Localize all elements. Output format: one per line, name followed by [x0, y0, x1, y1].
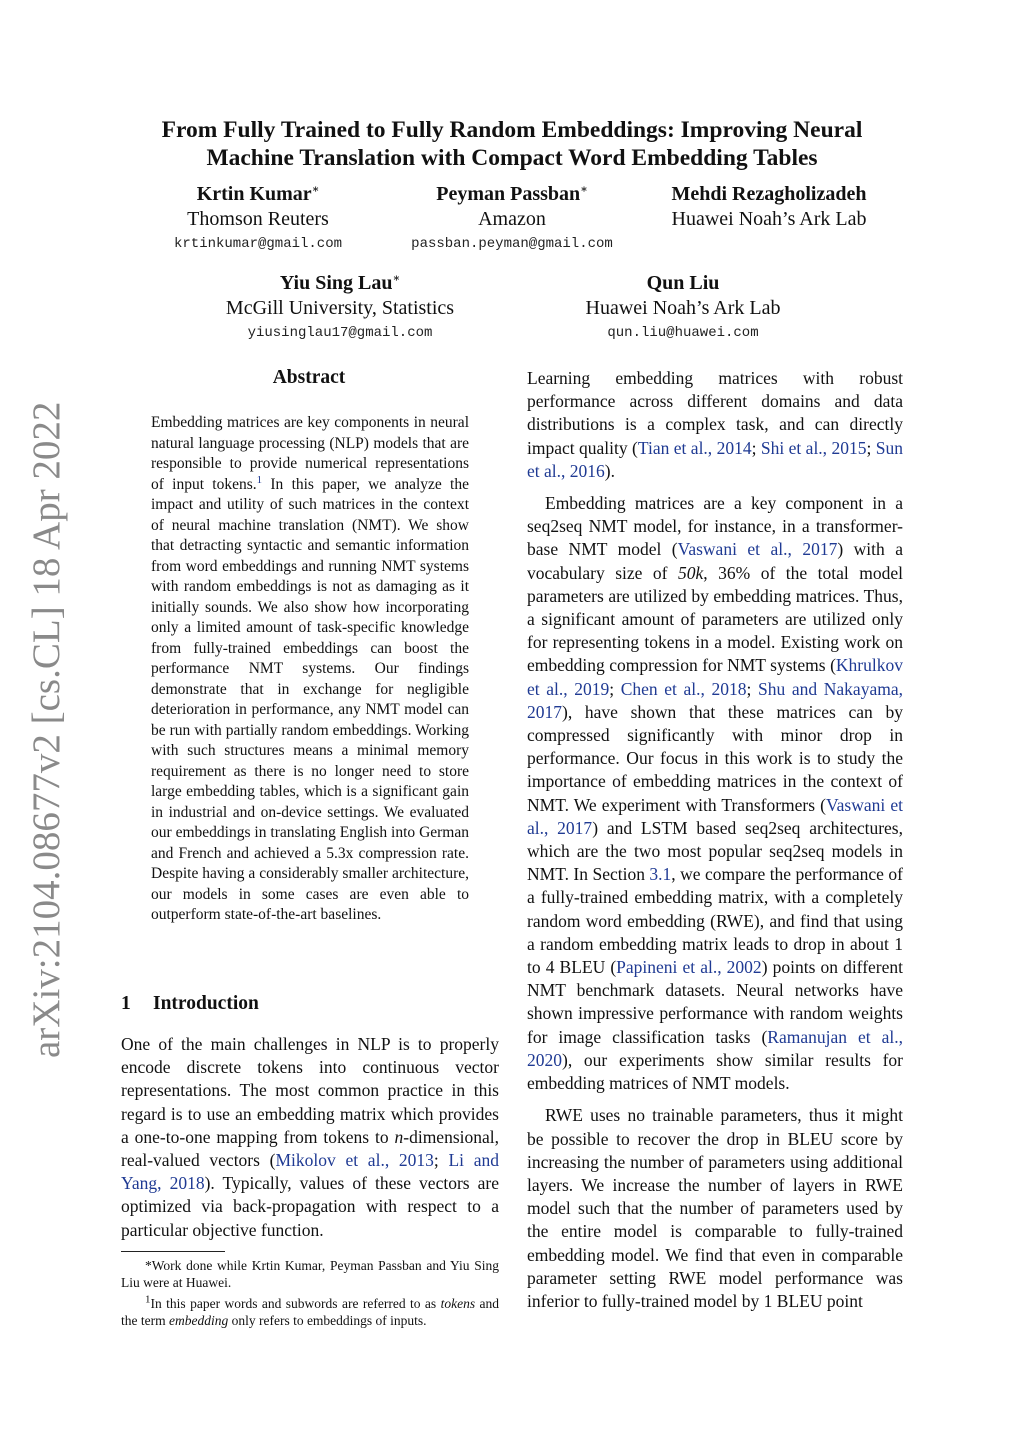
footnote-divider	[121, 1251, 225, 1252]
author-email[interactable]: passban.peyman@gmail.com	[411, 236, 613, 252]
author-block	[362, 182, 662, 256]
author-email[interactable]: yiusinglau17@gmail.com	[247, 325, 433, 341]
arxiv-identifier: arXiv:2104.08677v2 [cs.CL] 18 Apr 2022	[25, 401, 68, 1058]
section-heading-introduction: 1 Introduction	[121, 993, 259, 1014]
author-name: Mehdi Rezagholizadeh	[671, 183, 867, 205]
author-name: Qun Liu	[646, 272, 720, 294]
citation-link[interactable]: Shu and Nakayama, 2017	[527, 678, 903, 722]
right-column	[527, 367, 903, 1322]
citation-link[interactable]: Chen et al., 2018	[620, 678, 747, 699]
author-affiliation: Thomson Reuters	[187, 208, 329, 230]
citation-link[interactable]: Papineni et al., 2002	[616, 957, 762, 978]
author-email[interactable]: qun.liu@huawei.com	[607, 325, 759, 341]
footnotes	[121, 1257, 499, 1329]
citation-link[interactable]: Khrulkov et al., 2019	[527, 655, 903, 699]
author-block	[619, 182, 919, 232]
author-affiliation: McGill University, Statistics	[225, 297, 455, 319]
author-block	[190, 271, 490, 345]
author-name: Yiu Sing Lau∗	[279, 272, 401, 294]
citation-link[interactable]: Vaswani et al., 2017	[527, 794, 903, 838]
paper-title	[0, 116, 1024, 172]
footnote-marker[interactable]: 1	[256, 473, 263, 486]
author-name: Krtin Kumar∗	[196, 183, 320, 205]
author-affiliation: Amazon	[478, 208, 546, 230]
author-email[interactable]: krtinkumar@gmail.com	[173, 236, 343, 252]
title-line-1: From Fully Trained to Fully Random Embeddings: Improving Neural	[161, 117, 863, 143]
author-block	[533, 271, 833, 345]
footnote-2: $^1$In this paper words and subwords are referred to as tokens and the term embedding only refers to embeddings of inputs.	[121, 1293, 499, 1328]
author-name: Peyman Passban∗	[436, 183, 588, 205]
citation-link[interactable]: Ramanujan et al., 2020	[527, 1026, 903, 1070]
citation-link[interactable]: Mikolov et al., 2013	[275, 1150, 434, 1171]
paragraph: Learning embedding matrices with robust performance across different domains and data distributions is a complex task, and can directly impact quality (Tian et al., 2014; Shi et al., 2015; Sun et al., 2016).	[527, 368, 903, 481]
citation-link[interactable]: Li and Yang, 2018	[121, 1150, 500, 1194]
title-line-2: Machine Translation with Compact Word Embedding Tables	[206, 145, 818, 171]
citation-link[interactable]: Shi et al., 2015	[760, 437, 867, 458]
paragraph: Embedding matrices are a key component in a seq2seq NMT model, for instance, in a transformer-base NMT model (Vaswani et al., 2017) with a vocabulary size of 50k, 36% of the total model parameters are utilized by embedding matrices. Thus, a significant amount of parameters are utilized only for representing tokens in a model. Existing work on embedding compression for NMT systems (Khrulkov et al., 2019; Chen et al., 2018; Shu and Nakayama, 2017), have shown that these matrices can by compressed significantly with minor drop in performance. Our focus in this work is to study the importance of embedding matrices in the context of NMT. We experiment with Transformers (Vaswani et al., 2017) and LSTM based seq2seq architectures, which are the two most popular seq2seq models in NMT. In Section 3.1, we compare the performance of a fully-trained embedding matrix, with a completely random word embedding (RWE), and find that using a random embedding matrix leads to drop in about 1 to 4 BLEU (Papineni et al., 2002) points on different NMT benchmark datasets. Neural networks have shown impressive performance with random weights for image classification tasks (Ramanujan et al., 2020), our experiments show similar results for embedding matrices of NMT models.	[527, 493, 903, 1094]
abstract-body: Embedding matrices are key components in neural natural language processing (NLP) models that are responsible to provide numerical representations of input tokens.$^1$ In this paper, we analyze the impact and utility of such matrices in the context of neural machine translation (NMT). We show that detracting syntactic and semantic information from word embeddings and running NMT systems with random embeddings is not as damaging as it initially sounds. We also show how incorporating only a limited amount of task-specific knowledge from fully-trained embeddings can boost the performance NMT systems. Our findings demonstrate that in exchange for negligible deterioration in performance, any NMT model can be run with partially random embeddings. Working with such structures means a minimal memory requirement as there is no longer need to store large embedding tables, which is a significant gain in industrial and on-device settings. We evaluated our embeddings in translating English into German and French and achieved a 5.3x compression rate. Despite having a considerably smaller architecture, our models in some cases are even able to outperform state-of-the-art baselines.	[151, 414, 469, 923]
citation-link[interactable]: Tian et al., 2014	[637, 437, 752, 458]
abstract-heading: Abstract	[272, 367, 346, 388]
author-affiliation: Huawei Noah’s Ark Lab	[585, 297, 781, 319]
author-affiliation: Huawei Noah’s Ark Lab	[671, 208, 867, 230]
citation-link[interactable]: Vaswani et al., 2017	[677, 539, 838, 560]
footnote-1: *Work done while Krtin Kumar, Peyman Passban and Yiu Sing Liu were at Huawei.	[121, 1258, 499, 1290]
section-reference-link[interactable]: 3.1	[649, 864, 672, 885]
citation-link[interactable]: Sun et al., 2016	[527, 437, 903, 481]
introduction-paragraph: One of the main challenges in NLP is to properly encode discrete tokens into continuous vector representations. The most common practice in this regard is to use an embedding matrix which provides a one-to-one mapping from tokens to n-dimensional, real-valued vectors (Mikolov et al., 2013; Li and Yang, 2018). Typically, values of these vectors are optimized via back-propagation with respect to a particular objective function.	[121, 1034, 500, 1240]
paragraph: RWE uses no trainable parameters, thus it might be possible to recover the drop in BLEU score by increasing the number of parameters using additional layers. We increase the number of layers in RWE model such that the number of parameters used by the entire model is comparable to fully-trained embedding model. We find that even in comparable parameter setting RWE model performance was inferior to fully-trained model by 1 BLEU point	[527, 1105, 903, 1311]
